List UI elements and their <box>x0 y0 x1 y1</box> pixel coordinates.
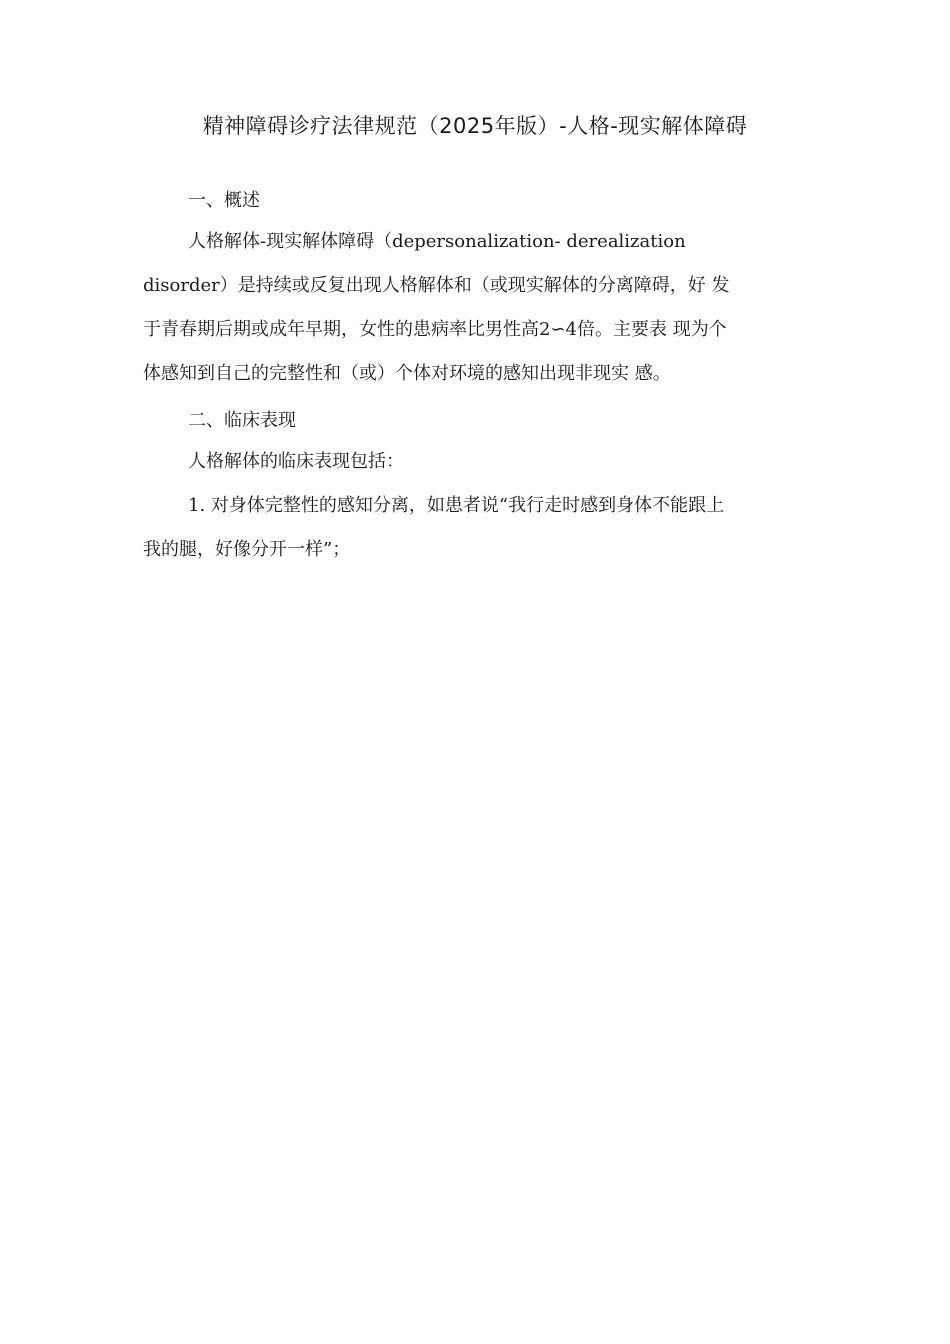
paragraph-line-text: disorder）是持续或反复出现人格解体和（或现实解体的分离障碍，好 发 <box>143 275 730 296</box>
paragraph-line: 体感知到自己的完整性和（或）个体对环境的感知出现非现实 感。 <box>143 363 671 384</box>
list-item-line: 我的腿，好像分开一样”； <box>143 539 351 560</box>
paragraph-line-text: 人格解体-现实解体障碍（depersonalization- derealization <box>188 231 686 252</box>
section-intro: 人格解体的临床表现包括： <box>188 451 404 472</box>
paragraph-line <box>143 274 819 298</box>
document-title: 精神障碍诊疗法律规范（2025年版）-人格-现实解体障碍 <box>202 114 748 138</box>
paragraph-line <box>188 230 819 254</box>
list-item-text: 1. 对身体完整性的感知分离，如患者说“我行走时感到身体不能跟上 <box>188 495 725 516</box>
section-heading-overview: 一、概述 <box>188 190 260 211</box>
section-heading-clinical: 二、临床表现 <box>188 410 296 431</box>
paragraph-line <box>143 318 819 342</box>
paragraph-line-text: 于青春期后期或成年早期，女性的患病率比男性高2∽4倍。主要表 现为个 <box>143 319 727 340</box>
list-item-line <box>188 494 819 518</box>
